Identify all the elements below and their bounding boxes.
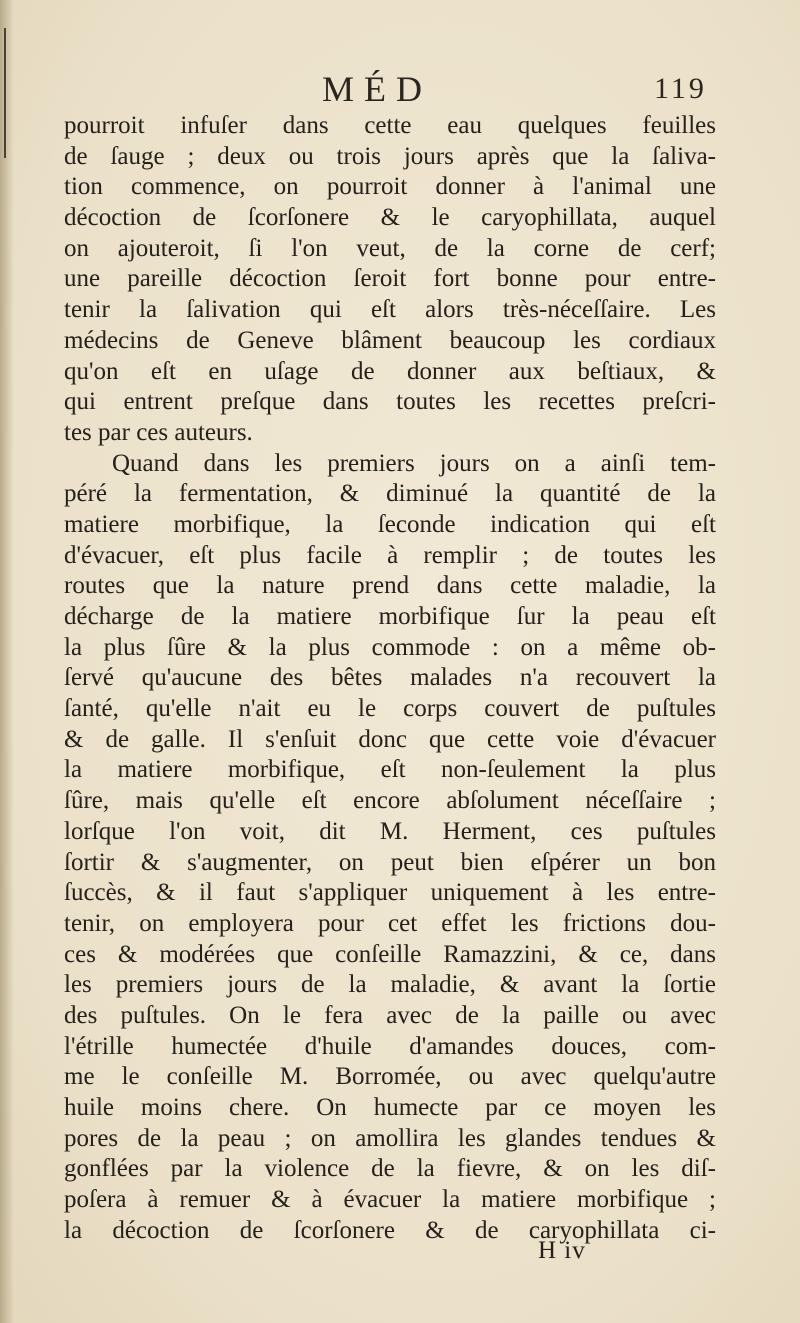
text-line: ſortir & s'augmenter, on peut bien eſpérer un bon — [64, 848, 716, 876]
paragraph-start-line: Quand dans les premiers jours on a ainſi tem- — [112, 449, 716, 477]
text-line: tenir la ſalivation qui eſt alors très-néceſſaire. Les — [64, 296, 716, 324]
text-line: huile moins chere. On humecte par ce moyen les — [64, 1094, 716, 1121]
text-line: ces & modérées que conſeille Ramazzini, & ce, dans — [64, 940, 716, 968]
text-line: tenir, on employera pour cet effet les frictions dou- — [64, 909, 716, 937]
text-line: me le conſeille M. Borromée, ou avec quelqu'autre — [64, 1063, 716, 1091]
text-line: d'évacuer, eſt plus facile à remplir ; de toutes les — [64, 541, 716, 569]
text-line: gonflées par la violence de la fievre, & on les diſ- — [64, 1155, 716, 1183]
text-line: l'étrille humectée d'huile d'amandes douces, com- — [64, 1032, 716, 1060]
text-line: décoction de ſcorſonere & le caryophillata, auquel — [64, 204, 716, 232]
text-line: une pareille décoction ſeroit fort bonne pour entre- — [64, 265, 716, 293]
text-line: lorſque l'on voit, dit M. Herment, ces puſtules — [64, 817, 716, 845]
text-line: de ſauge ; deux ou trois jours après que la ſaliva- — [64, 142, 716, 170]
text-line: des puſtules. On le fera avec de la paille ou avec — [64, 1001, 716, 1029]
text-line: qu'on eſt en uſage de donner aux beſtiaux, & — [64, 357, 716, 385]
text-line: la plus ſûre & la plus commode : on a même ob- — [64, 633, 716, 661]
paragraph-end-line: tes par ces auteurs. — [64, 418, 253, 446]
signature-mark: H iv — [538, 1237, 586, 1264]
text-line: les premiers jours de la maladie, & avant la ſortie — [64, 971, 716, 999]
text-line: pores de la peau ; on amollira les glandes tendues & — [64, 1124, 716, 1152]
text-line: la décoction de ſcorſonere & de caryophillata ci- — [64, 1216, 716, 1244]
text-line: qui entrent preſque dans toutes les recettes preſcri- — [64, 388, 716, 416]
text-line: décharge de la matiere morbifique ſur la peau eſt — [64, 603, 716, 630]
page-gutter-shadow — [0, 0, 14, 1323]
text-line: ſûre, mais qu'elle eſt encore abſolument néceſſaire ; — [64, 787, 716, 815]
text-line: ſervé qu'aucune des bêtes malades n'a recouvert la — [64, 664, 716, 692]
text-line: médecins de Geneve blâment beaucoup les cordiaux — [64, 326, 716, 354]
text-line: la matiere morbifique, eſt non-ſeulement la plus — [64, 756, 716, 784]
text-line: poſera à remuer & à évacuer la matiere morbifique ; — [64, 1186, 716, 1214]
text-line: matiere morbifique, la ſeconde indication qui eſt — [64, 510, 716, 538]
text-line: ſuccès, & il faut s'appliquer uniquement à les entre- — [64, 879, 716, 907]
page-number: 119 — [654, 72, 707, 105]
text-line: on ajouteroit, ſi l'on veut, de la corne de cerf; — [64, 234, 716, 262]
text-line: ſanté, qu'elle n'ait eu le corps couvert de puſtules — [64, 695, 716, 723]
text-line: & de galle. Il s'enſuit donc que cette voie d'évacuer — [64, 725, 716, 753]
text-line: tion commence, on pourroit donner à l'animal une — [64, 173, 716, 201]
running-head-title: MÉD — [322, 69, 432, 109]
body-text — [64, 111, 716, 1246]
text-line: pourroit infuſer dans cette eau quelques feuilles — [64, 112, 716, 139]
running-head — [0, 68, 800, 112]
text-line: routes que la nature prend dans cette maladie, la — [64, 572, 716, 600]
text-line: péré la fermentation, & diminué la quantité de la — [64, 480, 716, 508]
